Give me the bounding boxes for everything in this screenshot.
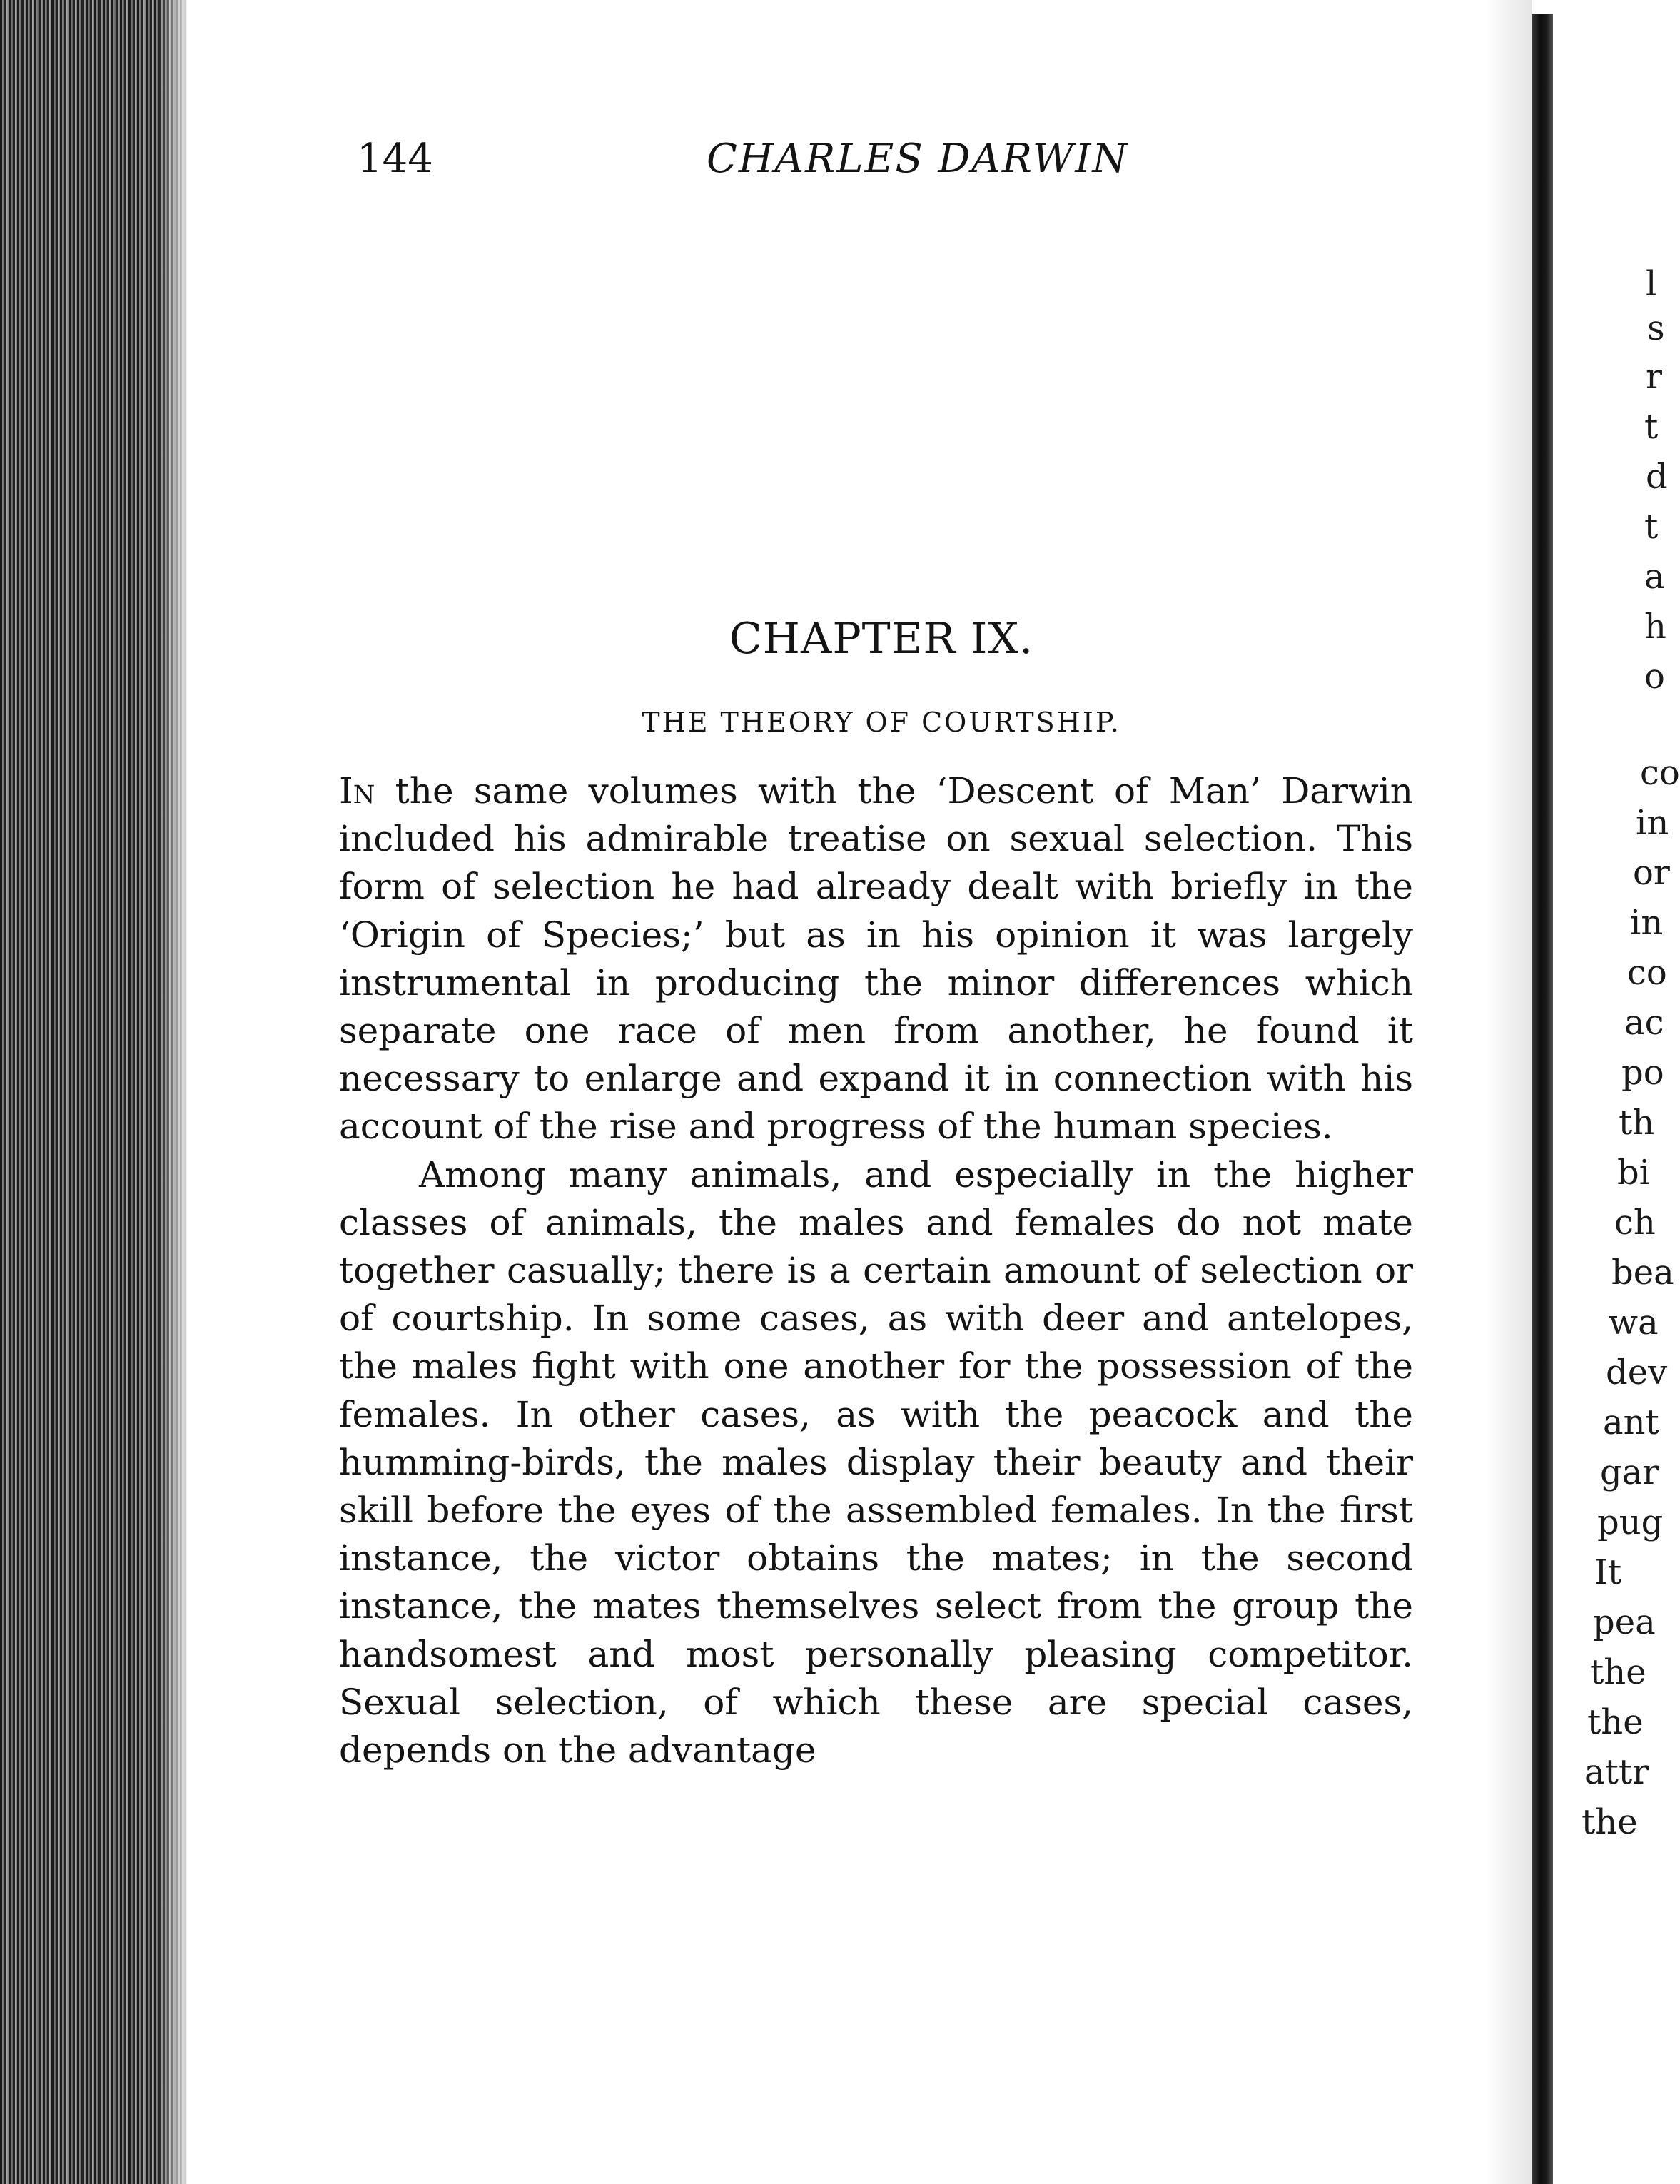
facing-fragment: t (1644, 507, 1659, 547)
facing-fragment: attr (1584, 1752, 1649, 1792)
book-gutter (1532, 14, 1553, 2184)
facing-fragment: s (1647, 308, 1665, 348)
facing-fragment: ac (1624, 1003, 1664, 1043)
facing-fragment: or (1633, 853, 1670, 893)
running-head (357, 136, 1470, 193)
facing-fragment: po (1621, 1053, 1664, 1093)
page-number: 144 (357, 136, 433, 182)
facing-fragment: o (1644, 657, 1665, 697)
facing-fragment: the (1587, 1702, 1644, 1742)
facing-fragment: wa (1609, 1303, 1659, 1343)
facing-fragment: dev (1606, 1353, 1668, 1392)
facing-fragment: d (1646, 457, 1668, 497)
running-title: CHARLES DARWIN (707, 136, 1129, 182)
facing-fragment: th (1619, 1103, 1655, 1143)
facing-fragment: h (1644, 607, 1666, 647)
book-page-edge (0, 0, 187, 2184)
facing-fragment: co (1640, 753, 1680, 793)
facing-fragment: ant (1603, 1402, 1659, 1442)
paragraph-1 (339, 767, 1413, 1151)
chapter-number: CHAPTER IX. (729, 614, 1034, 664)
facing-page (1553, 0, 1680, 2184)
facing-fragment: bea (1611, 1253, 1674, 1293)
facing-fragment: It (1594, 1552, 1622, 1592)
facing-fragment: ch (1614, 1203, 1656, 1243)
facing-fragment: pea (1593, 1602, 1656, 1642)
facing-fragment: a (1644, 557, 1665, 597)
chapter-title: THE THEORY OF COURTSHIP. (642, 707, 1121, 738)
gutter-shadow (1484, 0, 1532, 2184)
facing-fragment: t (1644, 407, 1659, 447)
body-text (339, 767, 1413, 1774)
facing-fragment: pug (1597, 1502, 1664, 1542)
paragraph-1-text: the same volumes with the ‘Descent of Man’ Darwin included his admirable treatise on sexual selection. This form of selection he had already dealt with briefly in the ‘Origin of Species;’ but as in his opinion it was largely instrumental in producing the minor differences which separate one race of men from another, he found it necessary to enlarge and expand it in connection with his account of the rise and progress of the human species. (339, 770, 1413, 1148)
facing-fragment: the (1582, 1802, 1638, 1842)
facing-fragment: co (1627, 953, 1667, 993)
facing-fragment: in (1636, 803, 1669, 843)
facing-fragment: r (1646, 357, 1662, 397)
facing-fragment: in (1630, 903, 1664, 943)
facing-fragment: bi (1617, 1153, 1651, 1193)
paragraph-1-first-word: In (339, 770, 375, 812)
facing-fragment: l (1646, 264, 1657, 304)
facing-fragment: the (1590, 1652, 1646, 1692)
paragraph-2: Among many animals, and especially in the higher classes of animals, the males and females do not mate together casually; there is a certain amount of selection or of courtship. In some cases, as with deer and antelopes, the males fight with one another for the possession of the females. In other cases, as with the peacock and the humming-birds, the males display their beauty and their skill before the eyes of the assembled females. In the first instance, the victor obtains the mates; in the second instance, the mates themselves select from the group the handsomest and most personally pleasing competitor. Sexual selection, of which these are special cases, depends on the advantage (339, 1153, 1413, 1771)
facing-fragment: gar (1600, 1452, 1659, 1492)
